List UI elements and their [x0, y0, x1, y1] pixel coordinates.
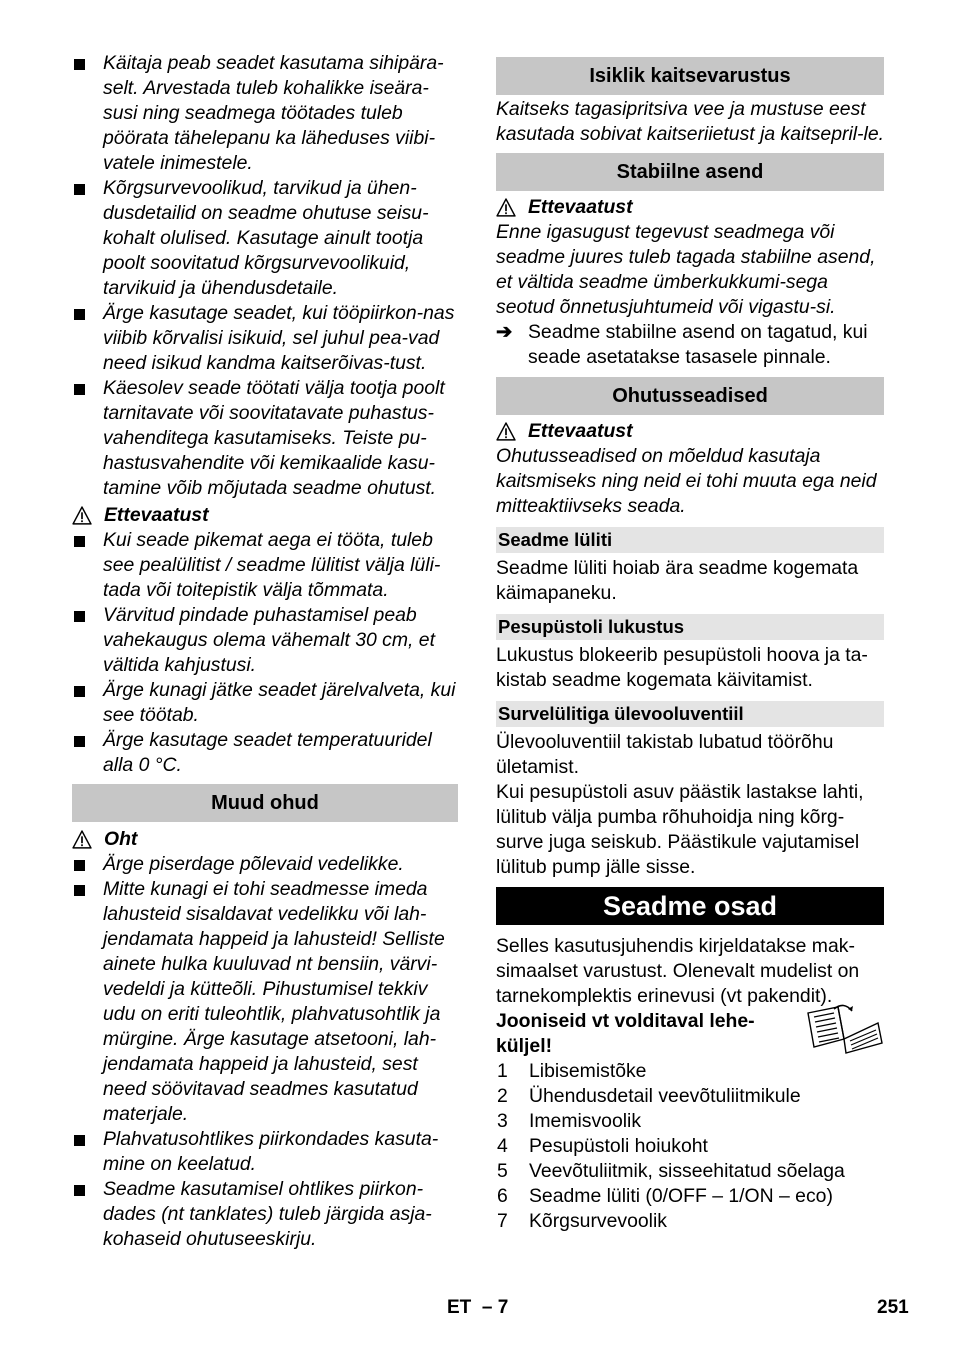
warning-heading: Ettevaatust — [496, 419, 884, 444]
list-item: Ärge kasutage seadet temperatuuridel alla 0 °C. — [72, 728, 458, 778]
section-heading-muud-ohud: Muud ohud — [72, 784, 458, 822]
list-item: Plahvatusohtlikes piirkondades kasuta-mine on keelatud. — [72, 1127, 458, 1177]
section-heading-ohutusseadised: Ohutusseadised — [496, 377, 884, 415]
section-heading-stabiilne: Stabiilne asend — [496, 153, 884, 191]
section-heading-isiklik: Isiklik kaitsevarustus — [496, 57, 884, 95]
list-item: Kõrgsurvevoolikud, tarvikud ja ühen-dusdetailid on seadme ohutuse seisu-kohalt olulised. Kasutage ainult tootja poolt soovitatud kõrgsurvevoolikuid, tarvikuid ja ühendusdetaile. — [72, 176, 458, 301]
foldout-page-icon — [802, 1003, 884, 1055]
bullet-icon — [74, 860, 85, 871]
paragraph: Lukustus blokeerib pesupüstoli hoova ja ta-kistab seadme kogemata käivitamist. — [496, 644, 868, 691]
bullet-icon — [74, 59, 85, 70]
paragraph: Seadme lüliti hoiab ära seadme kogemata käimapaneku. — [496, 557, 859, 604]
list-item: Kui seade pikemat aega ei tööta, tuleb see pealülitist / seadme lülitist välja lüli-tada või toitepistik välja tõmmata. — [72, 528, 458, 603]
bullet-icon — [74, 885, 85, 896]
bullet-icon — [74, 1185, 85, 1196]
chapter-heading-seadme-osad: Seadme osad — [496, 887, 884, 925]
paragraph: Selles kasutusjuhendis kirjeldatakse mak-simaalset varustust. Olenevalt mudelist on tarnekomplektis erinevusi (vt pakendit). — [496, 935, 860, 1007]
bullet-icon — [74, 1135, 85, 1146]
footer-section-label: ET – 7 — [447, 1297, 509, 1318]
parts-list-item: 3 Imemisvoolik — [497, 1110, 642, 1132]
subsection-heading-ulevooluventiil: Survelülitiga ülevooluventiil — [496, 701, 884, 727]
warning-heading: Ettevaatust — [496, 195, 884, 220]
paragraph: Ülevooluventiil takistab lubatud töörõhu ületamist. — [496, 731, 834, 778]
paragraph: Ohutusseadised on mõeldud kasutaja kaitsmiseks ning neid ei tohi muuta ega neid mitteaktiivseks seada. — [496, 445, 877, 517]
list-item: Ärge piserdage põlevaid vedelikke. — [72, 852, 458, 877]
list-item: Ärge kunagi jätke seadet järelvalveta, kui see töötab. — [72, 678, 458, 728]
subsection-heading-pesupustol: Pesupüstoli lukustus — [496, 614, 884, 640]
paragraph: Kaitseks tagasipritsiva vee ja mustuse eest kasutada sobivat kaitseriietust ja kaitsepril-le. — [496, 98, 884, 145]
danger-heading: Oht — [72, 827, 458, 852]
bullet-icon — [74, 184, 85, 195]
paragraph: Kui pesupüstoli asuv päästik lastakse lahti, lülitub välja pumba rõhuhoidja ning kõrg-surve juga seiskub. Päästikule vajutamisel lülitub pump jälle sisse. — [496, 781, 864, 878]
bullet-icon — [74, 611, 85, 622]
figure-note-text: Jooniseid vt volditaval lehe-küljel! — [496, 1010, 755, 1057]
parts-list-item: 4 Pesupüstoli hoiukoht — [497, 1135, 708, 1157]
page-number: 251 — [877, 1297, 909, 1318]
right-column — [496, 51, 884, 1234]
warning-heading: Ettevaatust — [72, 503, 458, 528]
list-item: Mitte kunagi ei tohi seadmesse imeda lahusteid sisaldavat vedelikku või lah-jendamata happeid ja lahusteid! Selliste ainete hulka kuuluvad nt bensiin, värvi-vedeldi ja kütteõli. Pihustumisel tekkiv udu on eriti tuleohtlik, plahvatusohtlik ja mürgine. Ärge kasutage atsetooni, lah-jendamata happeid ja lahusteid, sest need söövitavad seadmes kasutatud materjale. — [72, 877, 458, 1127]
subsection-heading-luliti: Seadme lüliti — [496, 527, 884, 553]
list-item: Käesolev seade töötati välja tootja poolt tarnitavate või soovitatavate puhastus-vahenditega kasutamiseks. Teiste pu-hastusvahendite või kemikaalide kasu-tamine võib mõjutada seadme ohutust. — [72, 376, 458, 501]
warning-triangle-icon — [496, 198, 516, 217]
paragraph: Enne igasugust tegevust seadmega või seadme juures tuleb tagada stabiilne asend, et vältida seadme ümberkukkumi-sega seotud õnnetusjuhtumeid või vigastu-si. — [496, 221, 876, 318]
bullet-icon — [74, 536, 85, 547]
arrow-right-icon: ➔ — [496, 321, 513, 343]
bullet-icon — [74, 686, 85, 697]
list-item: Värvitud pindade puhastamisel peab vahekaugus olema vähemalt 30 cm, et vältida kahjustusi. — [72, 603, 458, 678]
bullet-icon — [74, 309, 85, 320]
figure-note — [496, 1009, 884, 1059]
parts-list-item: 5 Veevõtuliitmik, sisseehitatud sõelaga — [497, 1160, 845, 1182]
warning-triangle-icon — [496, 422, 516, 441]
warning-triangle-icon — [72, 830, 92, 849]
list-item: Ärge kasutage seadet, kui tööpiirkon-nas viibib kõrvalisi isikuid, sel juhul pea-vad need isikud kandma kaitserõivas-tust. — [72, 301, 458, 376]
parts-list-item: 1 Libisemistõke — [497, 1060, 647, 1082]
bullet-icon — [74, 384, 85, 395]
parts-list-item: 7 Kõrgsurvevoolik — [497, 1210, 667, 1232]
result-item: ➔ Seadme stabiilne asend on tagatud, kui seade asetatakse tasasele pinnale. — [496, 321, 868, 368]
warning-triangle-icon — [72, 506, 92, 525]
list-item: Seadme kasutamisel ohtlikes piirkon-dades (nt tanklates) tuleb järgida asja-kohaseid ohutuseeskirju. — [72, 1177, 458, 1252]
bullet-icon — [74, 736, 85, 747]
list-item: Käitaja peab seadet kasutama sihipära-selt. Arvestada tuleb kohalikke iseära-susi ning seadmega töötades tuleb pöörata tähelepanu ka läheduses viibi-vatele inimestele. — [72, 51, 458, 176]
parts-list-item: 2 Ühendusdetail veevõtuliitmikule — [497, 1085, 801, 1107]
left-column — [72, 51, 458, 1252]
parts-list-item: 6 Seadme lüliti (0/OFF – 1/ON – eco) — [497, 1185, 833, 1207]
